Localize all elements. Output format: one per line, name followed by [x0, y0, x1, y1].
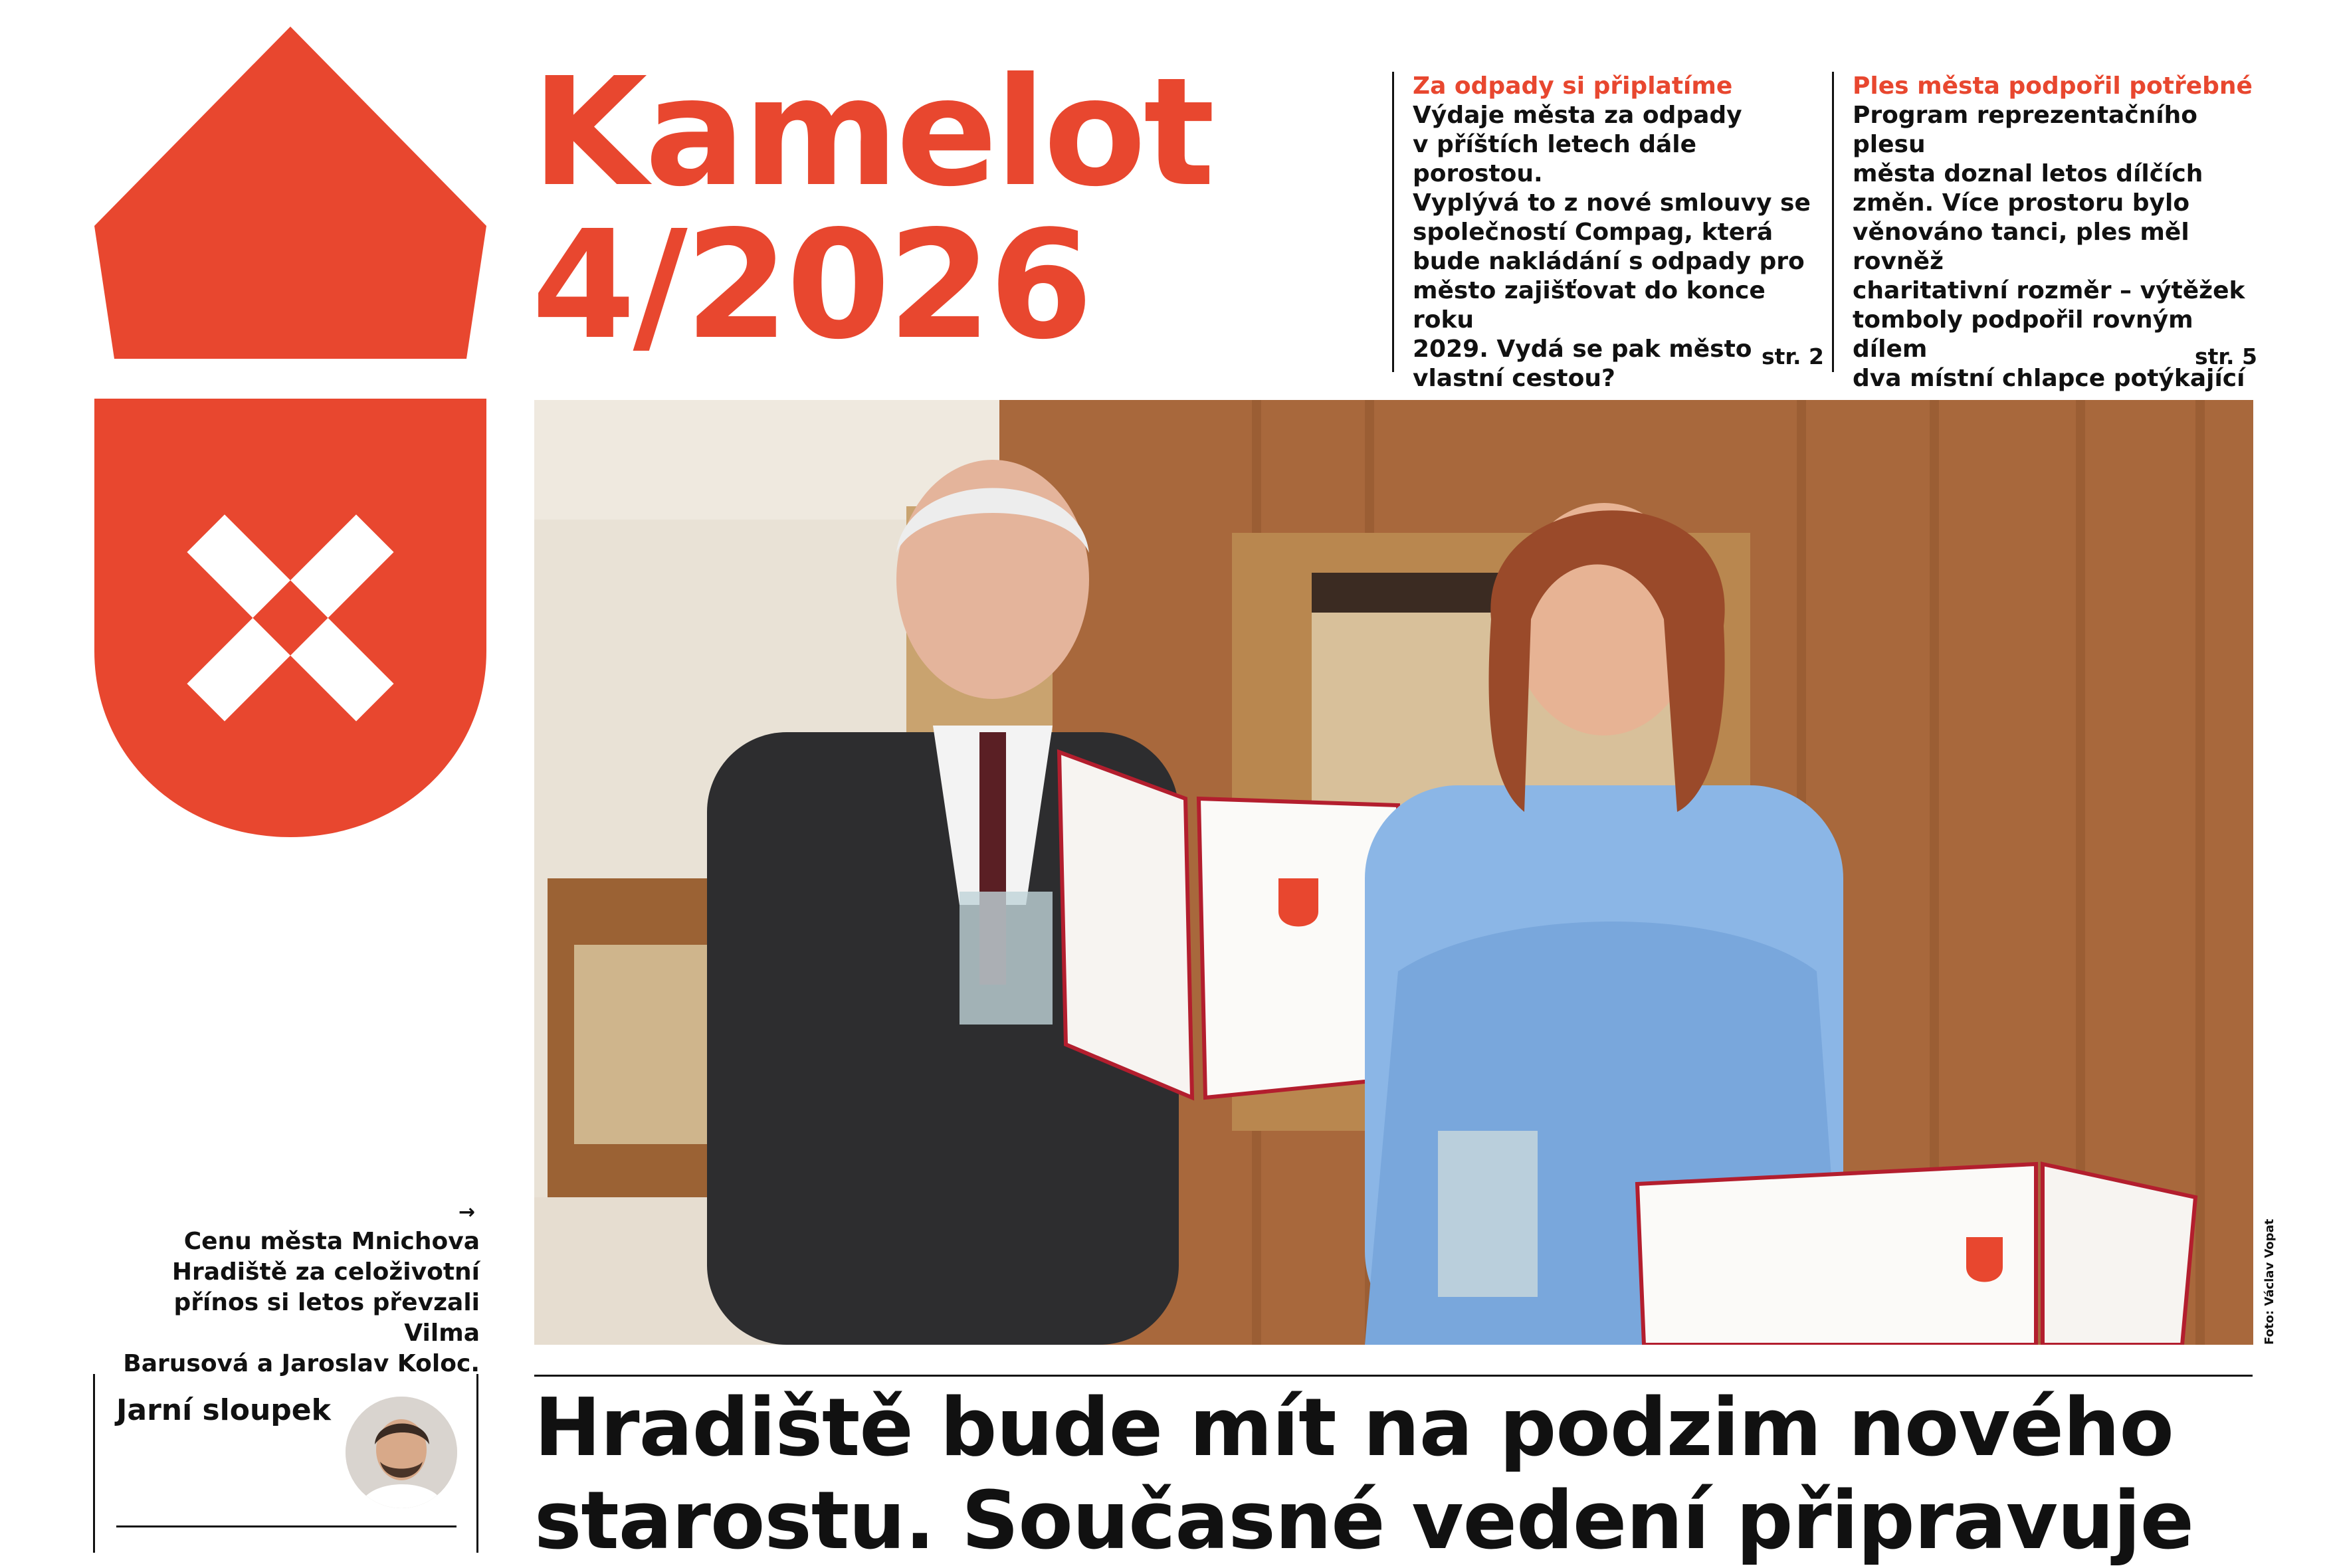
masthead-issue: 4/2026	[532, 199, 1090, 373]
author-avatar	[346, 1397, 457, 1508]
teaser-heading: Ples města podpořil potřebné	[1853, 72, 2253, 100]
teaser-body: Program reprezentačního plesu města doznal letos dílčích změn. Více prostoru bylo věnováno tanci, ples měl rovněž charitativní rozměr – výtěžek tomboly podpořil rovným dílem dva místní chlapce potýkající	[1853, 102, 2245, 392]
teaser-heading: Za odpady si připlatíme	[1413, 72, 1733, 100]
column-divider	[116, 1525, 456, 1527]
award-photo	[534, 400, 2253, 1345]
shield-logo-icon	[94, 399, 486, 837]
headline-rule	[534, 1375, 2253, 1377]
arrow-right-icon: →	[458, 1201, 476, 1224]
teaser-page-ref[interactable]: str. 2	[1762, 343, 1824, 369]
photo-credit: Foto: Václav Vopat	[2263, 1219, 2277, 1345]
teaser-body: Výdaje města za odpady v příštích letech dále porostou. Vyplývá to z nové smlouvy se společností Compag, která bude nakládání s odpady pro město zajišťovat do konce roku 2029. Vydá se pak město vlastní cestou?	[1413, 102, 1811, 392]
teaser-ball[interactable]	[1832, 72, 2257, 392]
teaser-waste[interactable]	[1392, 72, 1824, 392]
main-headline[interactable]: Hradiště bude mít na podzim nového starostu. Současné vedení připravuje	[534, 1382, 2194, 1567]
masthead-title: Kamelot	[532, 46, 1213, 220]
column-title: Jarní sloupek	[116, 1393, 331, 1427]
photo-caption: Cenu města Mnichova Hradiště za celoživotní přínos si letos převzali Vilma Barusová a Jaroslav Koloc.	[123, 1228, 480, 1377]
mitre-logo-icon	[94, 27, 486, 359]
teaser-page-ref[interactable]: str. 5	[2195, 343, 2257, 369]
